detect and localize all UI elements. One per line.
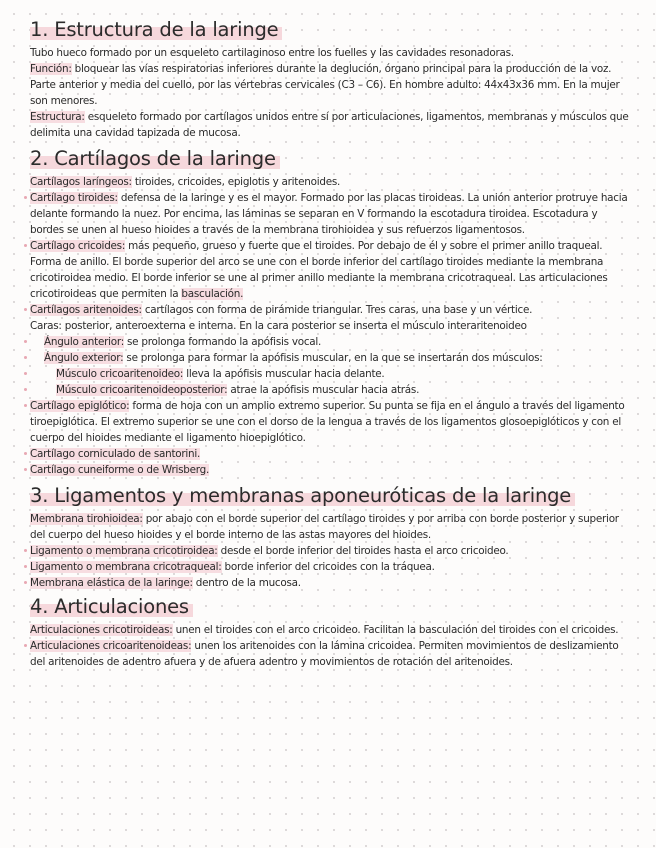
list-item: Articulaciones cricotiroideas: unen el tiroides con el arco cricoideo. Facilitan la basculación del tiroides con el cricoides. — [30, 624, 619, 636]
key-term: Ángulo anterior: — [44, 336, 124, 348]
sub-list-item: Ángulo anterior: se prolonga formando la apófisis vocal. — [30, 334, 634, 350]
sub-sub-list-item: Músculo cricoaritenoideo: lleva la apófisis muscular hacia delante. — [30, 366, 634, 382]
key-term: Ligamento o membrana cricotiroidea: — [30, 545, 218, 557]
key-term: Estructura: — [30, 111, 85, 123]
paragraph: Caras: posterior, anteroexterna e interna. En la cara posterior se inserta el músculo interaritenoideo — [30, 320, 527, 332]
section-title: 4. Articulaciones — [30, 595, 193, 619]
key-term: Cartílago tiroides: — [30, 192, 118, 204]
list-item: Ligamento o membrana cricotiroidea: desde el borde inferior del tiroides hasta el arco cricoideo. — [30, 543, 634, 559]
paragraph: Estructura: esqueleto formado por cartílagos unidos entre sí por articulaciones, ligamentos, membranas y músculos que delimita una cavidad tapizada de mucosa. — [30, 111, 629, 139]
key-term: Cartílago epiglótico: — [30, 400, 130, 412]
sub-sub-list-item: Músculo cricoaritenoideoposterior: atrae la apófisis muscular hacia atrás. — [30, 382, 634, 398]
section-title: 1. Estructura de la laringe — [30, 18, 282, 42]
key-term: Cartílago cricoides: — [30, 240, 126, 252]
paragraph: Función: bloquear las vías respiratorias inferiores durante la deglución, órgano principal para la producción de la voz. — [30, 63, 612, 75]
key-term: Cartílagos aritenoides: — [30, 304, 142, 316]
list-item: Membrana tirohioidea: por abajo con el borde superior del cartílago tiroides y por arriba con borde posterior y superior del cuerpo del hueso hioides y el borde interno de las astas mayores del hioides. — [30, 513, 619, 541]
list-item: Cartílago cricoides: más pequeño, grueso y fuerte que el tiroides. Por debajo de él y sobre el primer anillo traqueal. Forma de anillo. El borde superior del arco se une con el borde inferior del cartílago tiroides mediante la membrana cricotiroidea medio. El borde inferior se une al primer anillo mediante la membrana cricotraqueal. Las articulaciones cricotiroideas que permiten la basculación. — [30, 238, 634, 302]
list-item: Cartílago epiglótico: forma de hoja con un amplio extremo superior. Su punta se fija en el ángulo a través del ligamento tiroepiglótica. El extremo superior se une con el dorso de la lengua a través de los ligamentos glosoepiglóticos y con el cuerpo del hioides mediante el ligamento hioepiglótico. — [30, 398, 634, 446]
key-term: Cartílagos laríngeos: — [30, 176, 132, 188]
key-term: Ángulo exterior: — [44, 352, 124, 364]
list-item: Articulaciones cricoaritenoideas: unen los aritenoides con la lámina cricoidea. Permiten movimientos de deslizamiento del aritenoides de adentro afuera y de afuera adentro y movimientos de rotación del aritenoides. — [30, 638, 634, 670]
key-term: Músculo cricoaritenoideo: — [56, 368, 184, 380]
key-term: Cartílago corniculado de santorini. — [30, 448, 201, 460]
list-item: Membrana elástica de la laringe: dentro de la mucosa. — [30, 575, 634, 591]
section-articulaciones — [30, 595, 634, 670]
key-term: Membrana tirohioidea: — [30, 513, 143, 525]
sub-list-item: Ángulo exterior: se prolonga para formar la apófisis muscular, en la que se insertarán dos músculos: — [30, 350, 634, 366]
list-item: Cartílagos aritenoides: cartílagos con forma de pirámide triangular. Tres caras, una base y un vértice. — [30, 302, 634, 318]
key-term: basculación. — [181, 288, 244, 300]
key-term: Músculo cricoaritenoideoposterior: — [56, 384, 228, 396]
list-item: Cartílago tiroides: defensa de la laringe y es el mayor. Formado por las placas tiroideas. La unión anterior protruye hacia delante formando la nuez. Por encima, las láminas se separan en V formando la escotadura tiroidea. Escotadura y bordes se unen al hueso hioides a través de la membrana tirohioidea y sus refuerzos ligamentosos. — [30, 190, 634, 238]
section-estructura — [30, 18, 634, 141]
key-term: Ligamento o membrana cricotraqueal: — [30, 561, 222, 573]
key-term: Cartílago cuneiforme o de Wrisberg. — [30, 464, 210, 476]
paragraph: Parte anterior y media del cuello, por las vértebras cervicales (C3 – C6). En hombre adulto: 44x43x36 mm. En la mujer son menores. — [30, 79, 620, 107]
key-term: Membrana elástica de la laringe: — [30, 577, 193, 589]
key-term: Articulaciones cricoaritenoideas: — [30, 640, 192, 652]
list-item — [30, 446, 634, 462]
list-item — [30, 462, 634, 478]
section-title: 3. Ligamentos y membranas aponeuróticas de la laringe — [30, 484, 575, 508]
section-title: 2. Cartílagos de la laringe — [30, 147, 280, 171]
list-item: Cartílagos laríngeos: tiroides, cricoides, epiglotis y aritenoides. — [30, 176, 341, 188]
list-item: Ligamento o membrana cricotraqueal: borde inferior del cricoides con la tráquea. — [30, 559, 634, 575]
paragraph: Tubo hueco formado por un esqueleto cartilaginoso entre los fuelles y las cavidades resonadoras. — [30, 47, 514, 59]
section-cartilagos — [30, 147, 634, 478]
section-ligamentos — [30, 484, 634, 591]
key-term: Articulaciones cricotiroideas: — [30, 624, 173, 636]
key-term: Función: — [30, 63, 72, 75]
